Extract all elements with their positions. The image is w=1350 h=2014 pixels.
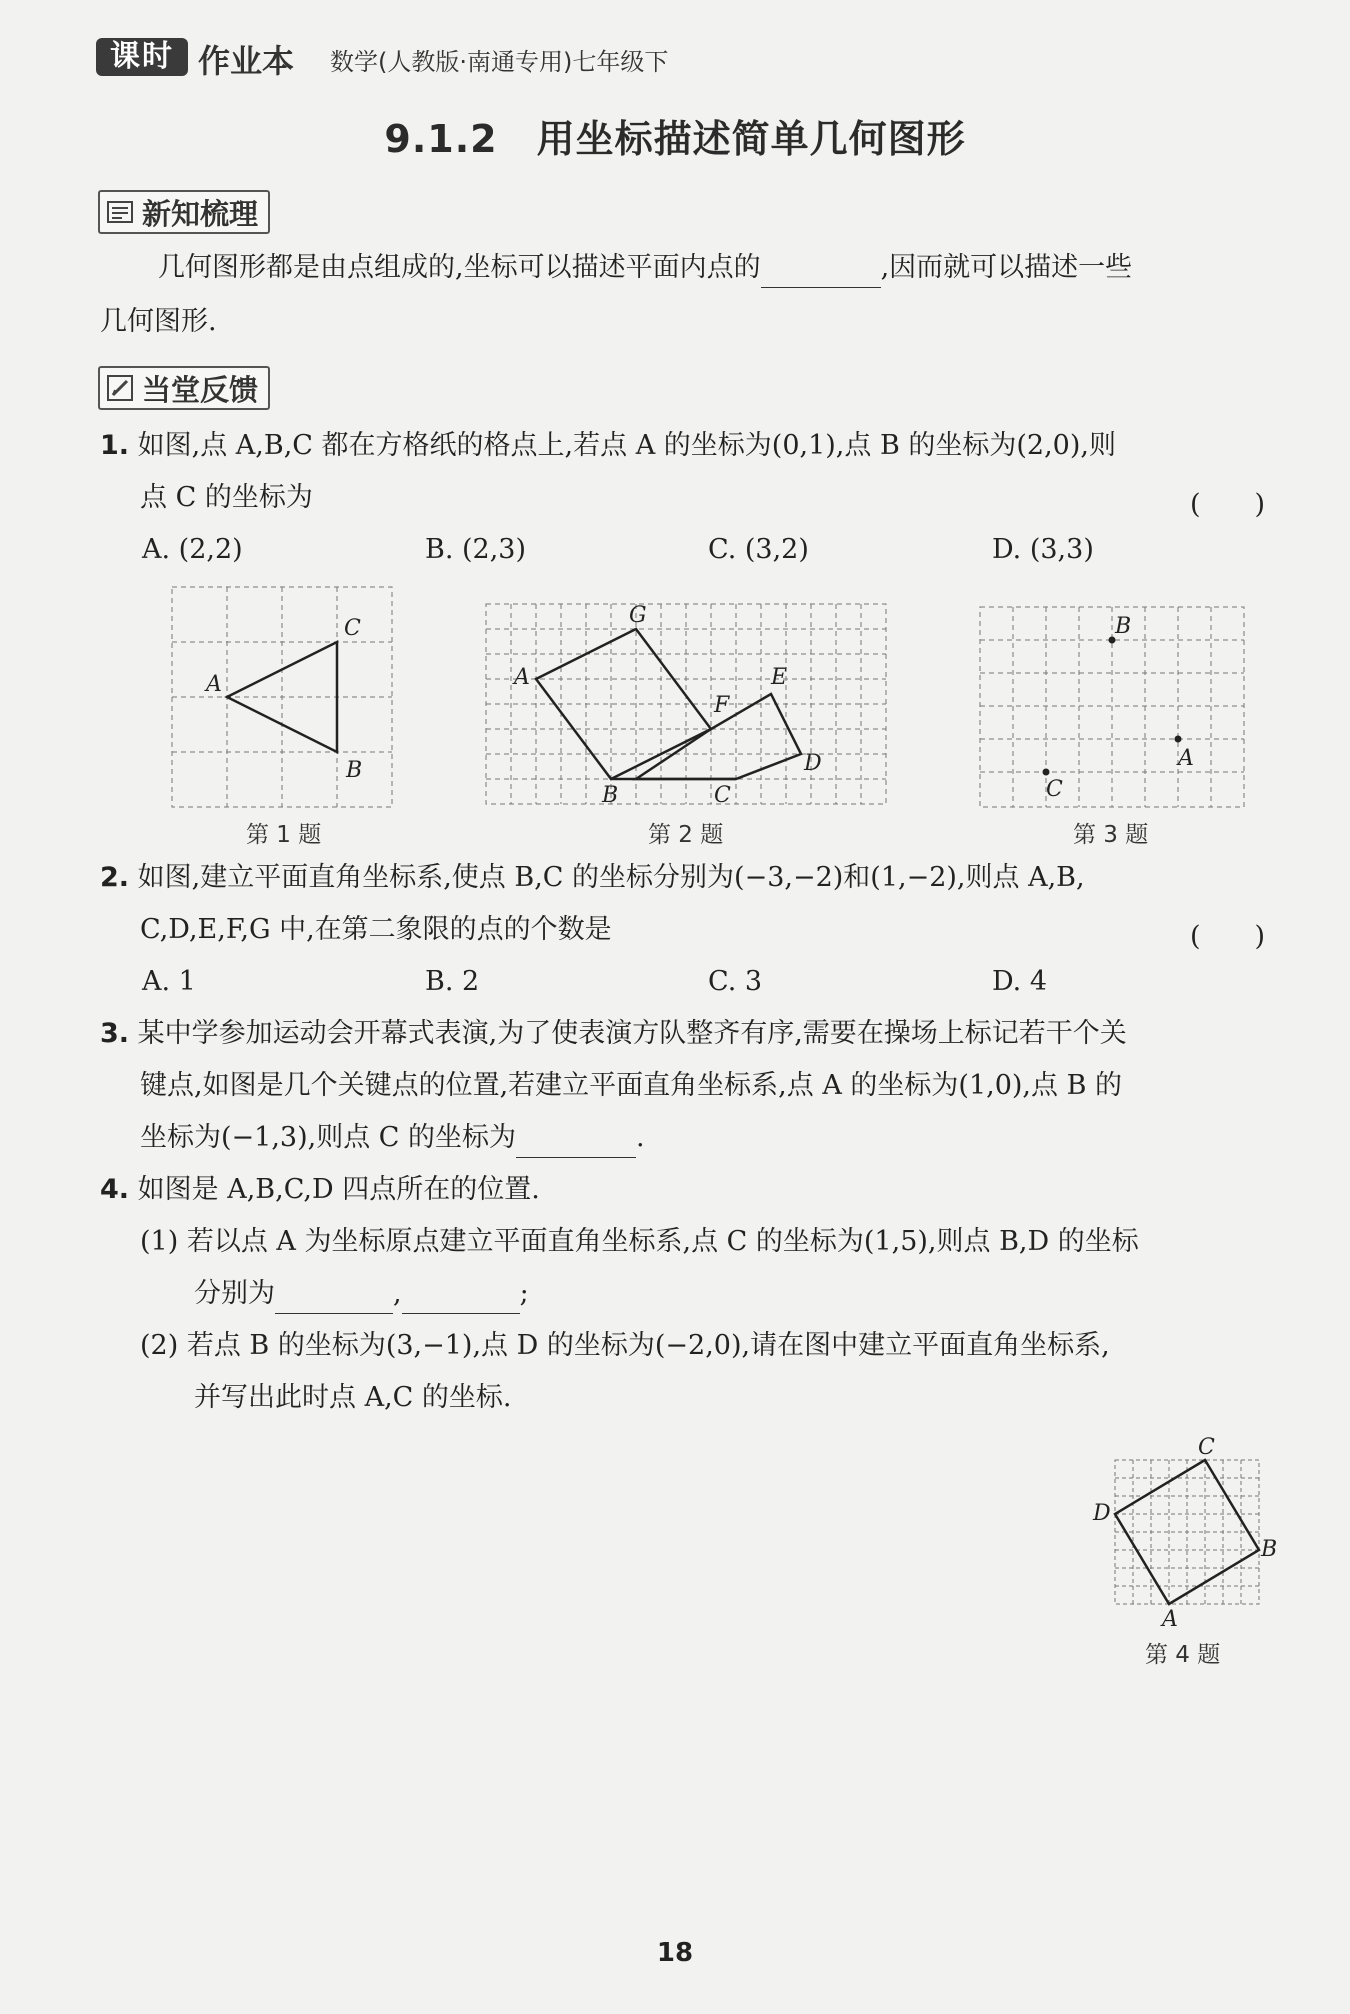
- figure-1-caption: 第 1 题: [246, 822, 322, 848]
- option-c[interactable]: C. 3: [708, 966, 763, 997]
- question-4-part1: (1) 若以点 A 为坐标原点建立平面直角坐标系,点 C 的坐标为(1,5),则点 B,D 的坐标: [140, 1226, 1139, 1257]
- option-a[interactable]: A. 1: [142, 966, 196, 997]
- question-4: 4. 如图是 A,B,C,D 四点所在的位置.: [100, 1174, 540, 1205]
- answer-blank[interactable]: [516, 1131, 636, 1158]
- logo: 课时: [96, 38, 188, 76]
- question-1: 1. 如图,点 A,B,C 都在方格纸的格点上,若点 A 的坐标为(0,1),点 B 的坐标为(2,0),则: [100, 430, 1116, 461]
- label-c: C: [1198, 1435, 1215, 1460]
- figure-4-caption: 第 4 题: [1145, 1642, 1221, 1668]
- subject-info: 数学(人教版·南通专用)七年级下: [330, 48, 669, 76]
- figure-3-caption: 第 3 题: [1073, 822, 1149, 848]
- question-3-line3: 坐标为(−1,3),则点 C 的坐标为 .: [140, 1118, 645, 1158]
- label-d: D: [804, 751, 822, 776]
- label-f: F: [714, 693, 730, 718]
- figure-1: [170, 585, 400, 815]
- label-c: C: [344, 616, 361, 641]
- brand-name: 作业本: [198, 42, 295, 80]
- question-4-part2: (2) 若点 B 的坐标为(3,−1),点 D 的坐标为(−2,0),请在图中建立平面直角坐标系,: [140, 1330, 1110, 1361]
- question-3-line2: 键点,如图是几个关键点的位置,若建立平面直角坐标系,点 A 的坐标为(1,0),点 B 的: [140, 1070, 1123, 1101]
- question-1-line2: 点 C 的坐标为: [140, 482, 313, 513]
- question-4-part2-line2: 并写出此时点 A,C 的坐标.: [194, 1382, 512, 1413]
- answer-blank-d[interactable]: [402, 1287, 520, 1314]
- page-number: 18: [656, 1938, 694, 1968]
- label-a: A: [1178, 746, 1194, 771]
- pencil-icon: [106, 374, 134, 402]
- book-icon: [106, 198, 134, 226]
- question-3: 3. 某中学参加运动会开幕式表演,为了使表演方队整齐有序,需要在操场上标记若干个关: [100, 1018, 1127, 1049]
- answer-blank-b[interactable]: [275, 1287, 393, 1314]
- section-header-feedback: [98, 366, 270, 410]
- option-d[interactable]: D. (3,3): [992, 534, 1094, 565]
- label-g: G: [629, 603, 647, 628]
- label-c: C: [1046, 777, 1063, 802]
- option-b[interactable]: B. (2,3): [425, 534, 527, 565]
- section-label: 当堂反馈: [142, 372, 259, 407]
- label-a: A: [1162, 1607, 1178, 1632]
- figure-3: [978, 605, 1248, 812]
- figure-2: [484, 602, 889, 812]
- concept-text: 几何图形都是由点组成的,坐标可以描述平面内点的 ,因而就可以描述一些: [158, 248, 1132, 288]
- question-2: 2. 如图,建立平面直角坐标系,使点 B,C 的坐标分别为(−3,−2)和(1,−2),则点 A,B,: [100, 862, 1085, 893]
- label-a: A: [206, 672, 222, 697]
- option-a[interactable]: A. (2,2): [142, 534, 243, 565]
- question-2-line2: C,D,E,F,G 中,在第二象限的点的个数是: [140, 914, 612, 945]
- option-c[interactable]: C. (3,2): [708, 534, 809, 565]
- label-d: D: [1093, 1501, 1111, 1526]
- figure-4: [1085, 1432, 1285, 1632]
- option-b[interactable]: B. 2: [425, 966, 480, 997]
- answer-paren[interactable]: ( ): [1190, 921, 1266, 952]
- label-b: B: [602, 783, 619, 808]
- answer-blank[interactable]: [761, 261, 881, 288]
- section-label: 新知梳理: [142, 196, 259, 231]
- label-a: A: [514, 665, 530, 690]
- figure-2-caption: 第 2 题: [648, 822, 724, 848]
- label-e: E: [771, 665, 788, 690]
- concept-text-line2: 几何图形.: [100, 306, 217, 337]
- option-d[interactable]: D. 4: [992, 966, 1048, 997]
- label-b: B: [1115, 614, 1132, 639]
- label-b: B: [346, 758, 363, 783]
- question-4-part1-line2: 分别为 , ;: [194, 1274, 529, 1314]
- label-b: B: [1261, 1537, 1278, 1562]
- answer-paren[interactable]: ( ): [1190, 489, 1266, 520]
- section-header-new-knowledge: [98, 190, 270, 234]
- label-c: C: [714, 783, 731, 808]
- page-title: 9.1.2 用坐标描述简单几何图形: [384, 117, 966, 161]
